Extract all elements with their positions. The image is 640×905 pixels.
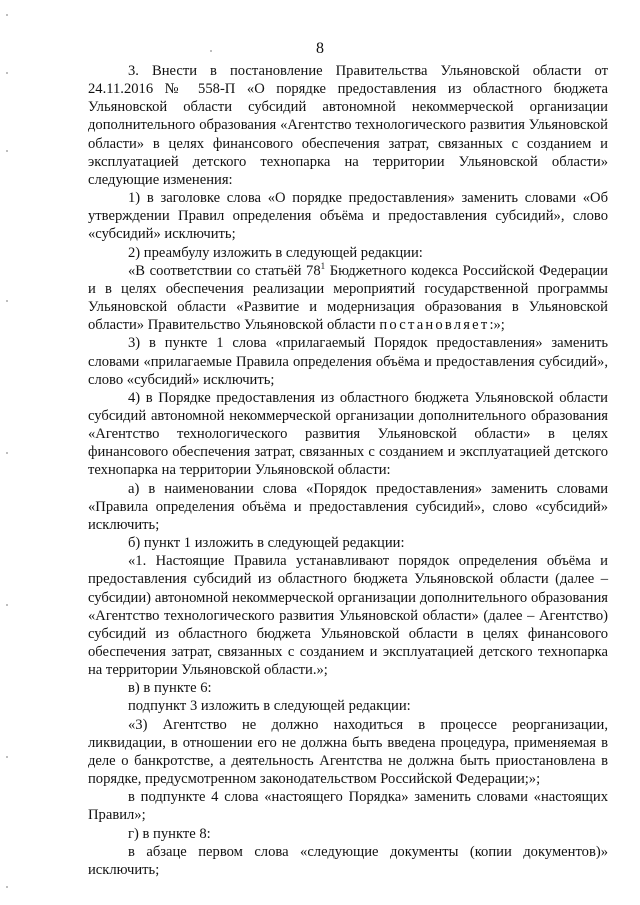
paragraph-item-4g-text: в абзаце первом слова «следующие документы (копии документов)» исключить; bbox=[88, 843, 608, 878]
preamble-text-a: «В соответствии со статьёй 78 bbox=[128, 262, 321, 279]
paragraph-clause-1: «1. Настоящие Правила устанавливают порядок определения объёма и предоставления субсидий из областного бюджета Ульяновской области (далее – субсидии) автономной некоммерческой организации дополнительного образования «Агентство технологического развития Ульяновской области» (далее – Агентство) субсидий из областного бюджета Ульяновской области в целях финансового обеспечения затрат, связанных с созданием и эксплуатацией детского технопарка на территории Ульяновской области.»; bbox=[88, 553, 608, 679]
scan-speck bbox=[6, 72, 8, 74]
preamble-text-c: :»; bbox=[489, 317, 505, 334]
paragraph-item-1: 1) в заголовке слова «О порядке предоставления» заменить словами «Об утверждении Правил определения объёма и предоставления субсидий», слово «субсидий» исключить; bbox=[88, 190, 608, 243]
scan-speck bbox=[6, 756, 8, 758]
paragraph-subclause-3-intro: подпункт 3 изложить в следующей редакции: bbox=[128, 698, 411, 715]
preamble-text-b: Бюджетного кодекса Российской Федерации и в целях обеспечения реализации мероприятий государственной программы Ульяновской области «Развитие и модернизация образования в Ульяновской области» Правительство Ульяновской области bbox=[88, 262, 608, 334]
paragraph-item-4b: б) пункт 1 изложить в следующей редакции: bbox=[128, 535, 405, 552]
paragraph-item-4g: г) в пункте 8: bbox=[128, 825, 211, 842]
scan-speck bbox=[6, 150, 8, 152]
paragraph-preamble bbox=[88, 262, 608, 335]
article-superscript: 1 bbox=[320, 260, 326, 271]
paragraph-item-3: 3) в пункте 1 слова «прилагаемый Порядок предоставления» заменить словами «прилагаемые Правила определения объёма и предоставления субсидий», слово «субсидий» исключить; bbox=[88, 335, 608, 388]
preamble-decree-word: постановляет bbox=[379, 317, 490, 334]
scan-speck bbox=[210, 50, 212, 52]
page-number: 8 bbox=[316, 40, 324, 57]
scan-speck bbox=[6, 14, 8, 16]
scan-speck bbox=[6, 604, 8, 606]
paragraph-item-4c: в) в пункте 6: bbox=[128, 680, 212, 697]
scan-speck bbox=[6, 886, 8, 888]
paragraph-amendment-intro: 3. Внести в постановление Правительства Ульяновской области от 24.11.2016 № 558-П «О порядке предоставления из областного бюджета Ульяновской области субсидий автономной некоммерческой организации дополнительного образования «Агентство технологического развития Ульяновской области» в целях финансового обеспечения затрат, связанных с созданием и эксплуатацией детского технопарка на территории Ульяновской области» следующие изменения: bbox=[88, 63, 608, 188]
scan-speck bbox=[6, 300, 8, 302]
paragraph-item-2: 2) преамбулу изложить в следующей редакции: bbox=[128, 244, 423, 261]
paragraph-item-4a: а) в наименовании слова «Порядок предоставления» заменить словами «Правила определения объёма и предоставления субсидий», слово «субсидий» исключить; bbox=[88, 480, 608, 533]
paragraph-subclause-4: в подпункте 4 слова «настоящего Порядка» заменить словами «настоящих Правил»; bbox=[88, 789, 608, 824]
document-body bbox=[88, 62, 608, 879]
scan-speck bbox=[6, 452, 8, 454]
paragraph-item-4: 4) в Порядке предоставления из областного бюджета Ульяновской области субсидий автономной некоммерческой организации дополнительного образования «Агентство технологического развития Ульяновской области» в целях финансового обеспечения затрат, связанных с созданием и эксплуатацией детского технопарка на территории Ульяновской области: bbox=[88, 389, 608, 479]
paragraph-subclause-3: «3) Агентство не должно находиться в процессе реорганизации, ликвидации, в отношении его не должна быть введена процедура, применяемая в деле о банкротстве, а деятельность Агентства не должна быть приостановлена в порядке, предусмотренном законодательством Российской Федерации;»; bbox=[88, 716, 608, 788]
